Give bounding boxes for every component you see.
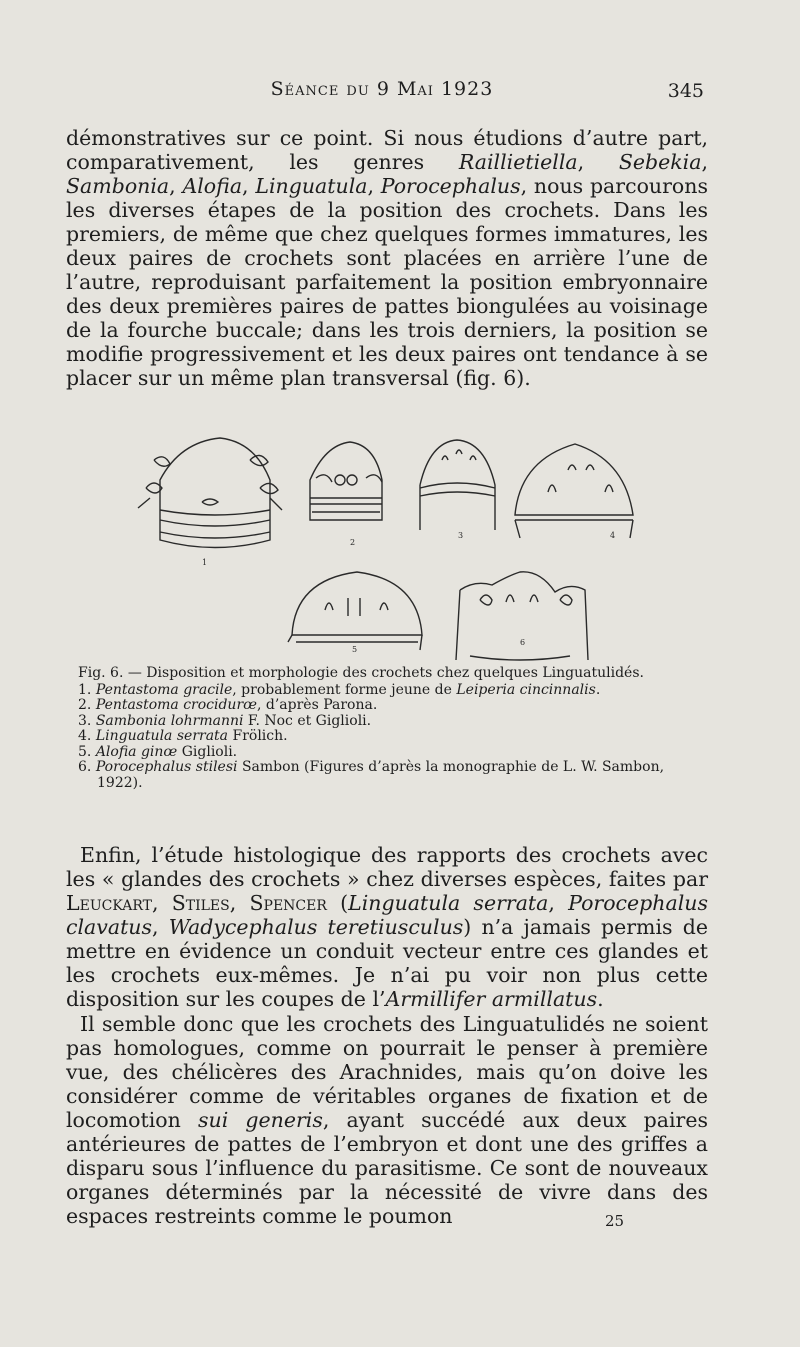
text-run: Il semble donc que les crochets des Linguatulidés ne soient pas homologues, comme on pourrait le penser à première vue, des chélicères des Arachnides, mais qu’on doive les considérer comme de véritables organes de fixation et de locomotion: [66, 1012, 708, 1132]
author-name: Stiles: [171, 891, 230, 915]
caption-text: F. Noc et Giglioli.: [243, 712, 372, 729]
caption-item: [78, 745, 706, 761]
separator: ,: [151, 891, 172, 915]
running-title: Séance du 9 Mai 1923: [270, 78, 494, 100]
species-name: Porocephalus clavatus: [66, 891, 708, 939]
species-name: Porocephalus stilesi: [95, 759, 238, 775]
caption-text: .: [595, 681, 601, 698]
genus-name: Sambonia: [66, 174, 170, 198]
separator: ,: [701, 150, 708, 174]
species-name: Linguatula serrata: [95, 728, 229, 744]
figure-6-drawings: [120, 420, 680, 682]
text-run: Enfin, l’étude histologique des rapports des crochets avec les « glandes des crochets » chez diverses espèces, faites par: [66, 843, 708, 891]
caption-item: [78, 714, 706, 730]
text-run: ) n’a jamais permis de mettre en évidence un conduit vecteur entre ces glandes et les crochets eux-mêmes. Je n’ai pu voir non plus cette disposition sur les coupes de l’: [66, 915, 708, 1011]
author-name: Leuckart: [66, 891, 152, 915]
separator: ,: [548, 891, 569, 915]
caption-text: Frölich.: [228, 728, 288, 744]
species-name: Linguatula serrata: [348, 891, 549, 915]
caption-item: [78, 760, 706, 791]
host-name: Leiperia cincinnalis: [456, 681, 596, 698]
figure-caption: [78, 666, 706, 791]
drawing-1-pentastoma-gracile: [138, 438, 282, 548]
paragraph-histology: [66, 843, 708, 1011]
species-name: Sambonia lohrmanni: [95, 712, 244, 729]
genus-name: Alofia: [182, 174, 243, 198]
figure-label-5: 5: [352, 645, 358, 654]
caption-item: [78, 683, 706, 699]
separator: ,: [152, 915, 169, 939]
page-header: [60, 76, 704, 106]
caption-item: [78, 729, 706, 745]
drawing-4-linguatula-serrata: [515, 444, 633, 538]
figure-label-2: 2: [350, 538, 356, 547]
species-name: Wadycephalus teretiusculus: [168, 915, 464, 939]
text-run: démonstratives sur ce point. Si nous étudions d’autre part, comparativement, les genres: [66, 126, 708, 174]
caption-number: 5.: [78, 743, 92, 760]
genus-name: Sebekia: [618, 150, 702, 174]
species-name: Pentastoma crocidurœ: [95, 697, 257, 713]
separator: ,: [169, 174, 183, 198]
species-name: Armillifer armillatus: [385, 987, 598, 1011]
separator: ,: [242, 174, 256, 198]
signature-mark: 25: [605, 1212, 625, 1230]
latin-phrase: sui generis: [197, 1108, 323, 1132]
figure-label-4: 4: [610, 531, 616, 540]
figure-label-1: 1: [202, 558, 208, 567]
caption-item: [78, 698, 706, 714]
author-name: Spencer: [249, 891, 327, 915]
caption-number: 6.: [78, 759, 92, 775]
caption-text: , d’après Parona.: [256, 697, 378, 713]
text-run: , nous parcourons les diverses étapes de la position des crochets. Dans les premiers, de même que chez quelques formes immatures, les deux paires de crochets sont placées en arrière l’une de l’autre, reproduisant parfaitement la position embryonnaire des deux premières paires de pattes biongulées au voisinage de la fourche buccale; dans les trois derniers, la position se modifie progressivement et les deux paires ont tendance à se placer sur un même plan transversal (fig. 6).: [66, 174, 708, 390]
caption-number: 1.: [78, 681, 92, 698]
species-name: Pentastoma gracile: [95, 681, 233, 698]
separator: ,: [577, 150, 619, 174]
text-run: (: [326, 891, 349, 915]
separator: ,: [367, 174, 381, 198]
drawing-3-sambonia-lohrmanni: [420, 440, 495, 530]
species-name: Alofia ginœ: [95, 743, 178, 760]
figure-label-6: 6: [520, 638, 526, 647]
caption-text: Giglioli.: [177, 743, 238, 760]
drawing-5-alofia-ginoe: [288, 572, 422, 650]
caption-text: , probablement forme jeune de: [232, 681, 457, 698]
caption-title: Fig. 6. — Disposition et morphologie des crochets chez quelques Linguatulidés.: [78, 665, 644, 681]
genus-name: Linguatula: [255, 174, 368, 198]
genus-name: Porocephalus: [380, 174, 521, 198]
page-number: 345: [667, 80, 704, 102]
caption-number: 2.: [78, 697, 92, 713]
text-run: .: [597, 987, 604, 1011]
text-run: , ayant succédé aux deux paires antérieures de pattes de l’embryon et dont une des griffes a disparu sous l’influence du parasitisme. Ce sont de nouveaux organes déterminés par la nécessité de vivre dans des espaces restreints comme le poumon: [66, 1108, 708, 1228]
caption-number: 4.: [78, 728, 92, 744]
caption-text: Sambon (Figures d’après la monographie de L. W. Sambon, 1922).: [97, 759, 665, 791]
drawing-2-pentastoma-crociduroe: [310, 442, 382, 520]
caption-number: 3.: [78, 712, 92, 729]
figure-label-3: 3: [458, 531, 464, 540]
paragraph-crochets-position: [66, 126, 708, 396]
separator: ,: [229, 891, 250, 915]
genus-name: Raillietiella: [458, 150, 578, 174]
